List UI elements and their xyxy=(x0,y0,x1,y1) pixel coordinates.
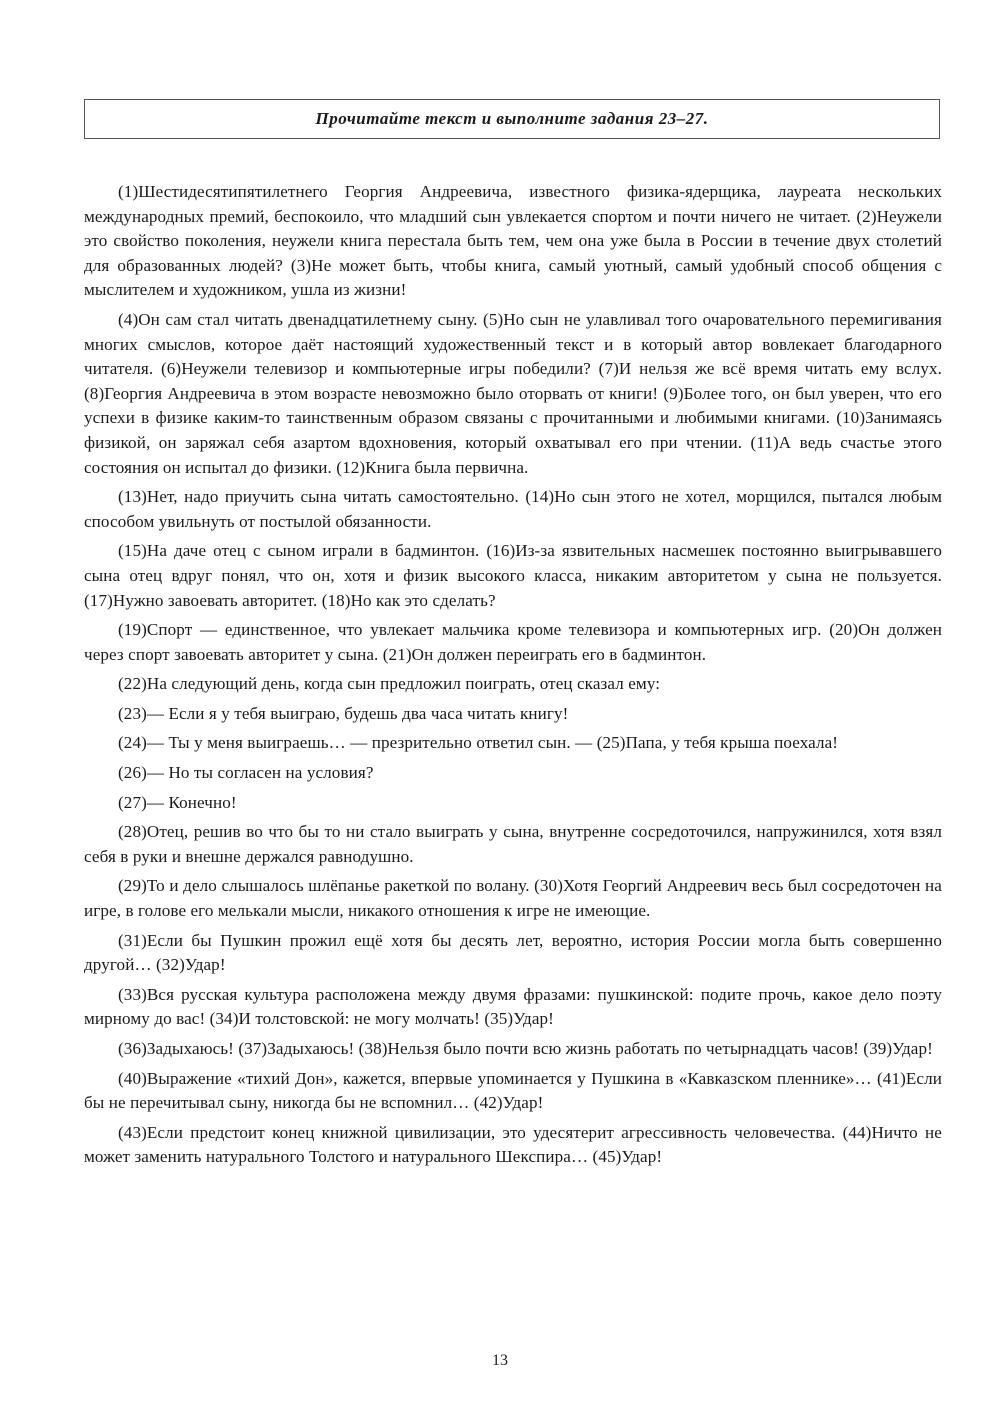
paragraph: (15)На даче отец с сыном играли в бадминтон. (16)Из-за язвительных насмешек постоянно выигрывавшего сына отец вдруг понял, что он, хотя и физик высокого класса, никаким авторитетом у сына не пользуется. (17)Нужно завоевать авторитет. (18)Но как это сделать? xyxy=(84,541,942,610)
paragraph: (33)Вся русская культура расположена между двумя фразами: пушкинской: подите прочь, какое дело поэту мирному до вас! (34)И толстовской: не могу молчать! (35)Удар! xyxy=(84,984,942,1029)
paragraph: (24)— Ты у меня выиграешь… — презрительно ответил сын. — (25)Папа, у тебя крыша поехала! xyxy=(118,733,839,753)
paragraph: (19)Спорт — единственное, что увлекает мальчика кроме телевизора и компьютерных игр. (20)Он должен через спорт завоевать авторитет у сына. (21)Он должен переиграть его в бадминтон. xyxy=(84,620,942,664)
paragraph: (26)— Но ты согласен на условия? xyxy=(118,763,374,783)
paragraph: (23)— Если я у тебя выиграю, будешь два часа читать книгу! xyxy=(118,703,569,723)
paragraph: (40)Выражение «тихий Дон», кажется, впервые упоминается у Пушкина в «Кавказском пленнике»… (41)Если бы не перечитывал сыну, никогда бы не вспомнил… (42)Удар! xyxy=(84,1068,942,1113)
paragraph: (22)На следующий день, когда сын предложил поиграть, отец сказал ему: xyxy=(118,674,661,694)
paragraph: (43)Если предстоит конец книжной цивилизации, это удесятерит агрессивность человечества. (44)Ничто не может заменить натурального Толстого и натурального Шекспира… (45)Удар! xyxy=(84,1122,942,1167)
paragraph: (36)Задыхаюсь! (37)Задыхаюсь! (38)Нельзя было почти всю жизнь работать по четырнадцать часов! (39)Удар! xyxy=(118,1039,933,1058)
paragraph: (28)Отец, решив во что бы то ни стало выиграть у сына, внутренне сосредоточился, напружинился, хотя взял себя в руки и внешне держался равнодушно. xyxy=(84,822,942,866)
paragraph: (1)Шестидесятипятилетнего Георгия Андреевича, известного физика-ядерщика, лауреата нескольких международных премий, беспокоило, что младший сын увлекается спортом и почти ничего не читает. (2)Неужели это свойство поколения, неужели книга перестала быть тем, чем она уже была в России в течение двух столетий для образованных людей? (3)Не может быть, чтобы книга, самый уютный, самый удобный способ общения с мыслителем и художником, ушла из жизни! xyxy=(84,182,942,300)
paragraph: (29)То и дело слышалось шлёпанье ракеткой по волану. (30)Хотя Георгий Андреевич весь был сосредоточен на игре, в голове его мелькали мысли, никакого отношения к игре не имеющие. xyxy=(84,876,942,921)
reading-text xyxy=(84,180,942,1175)
paragraph: (4)Он сам стал читать двенадцатилетнему сыну. (5)Но сын не улавливал того очаровательного перемигивания многих смыслов, которое даёт настоящий художественный текст и в который автор вовлекает благодарного читателя. (6)Неужели телевизор и компьютерные игры победили? (7)И нельзя же всё время читать ему вслух. (8)Георгия Андреевича в этом возрасте невозможно было оторвать от книги! (9)Более того, он был уверен, что его успехи в физике каким-то таинственным образом связаны с прочитанными и любимыми книгами. (10)Занимаясь физикой, он заряжал себя азартом вдохновения, который охватывал его при чтении. (11)А ведь счастье этого состояния он испытал до физики. (12)Книга была первична. xyxy=(84,309,942,477)
page-number: 13 xyxy=(492,1352,508,1369)
paragraph: (13)Нет, надо приучить сына читать самостоятельно. (14)Но сын этого не хотел, морщился, пытался любым способом увильнуть от постылой обязанности. xyxy=(84,487,942,531)
task-instruction-box xyxy=(84,99,940,139)
task-instruction-text: Прочитайте текст и выполните задания 23–27. xyxy=(315,109,709,128)
paragraph: (31)Если бы Пушкин прожил ещё хотя бы десять лет, вероятно, история России могла быть совершенно другой… (32)Удар! xyxy=(84,930,942,975)
paragraph: (27)— Конечно! xyxy=(118,792,237,812)
